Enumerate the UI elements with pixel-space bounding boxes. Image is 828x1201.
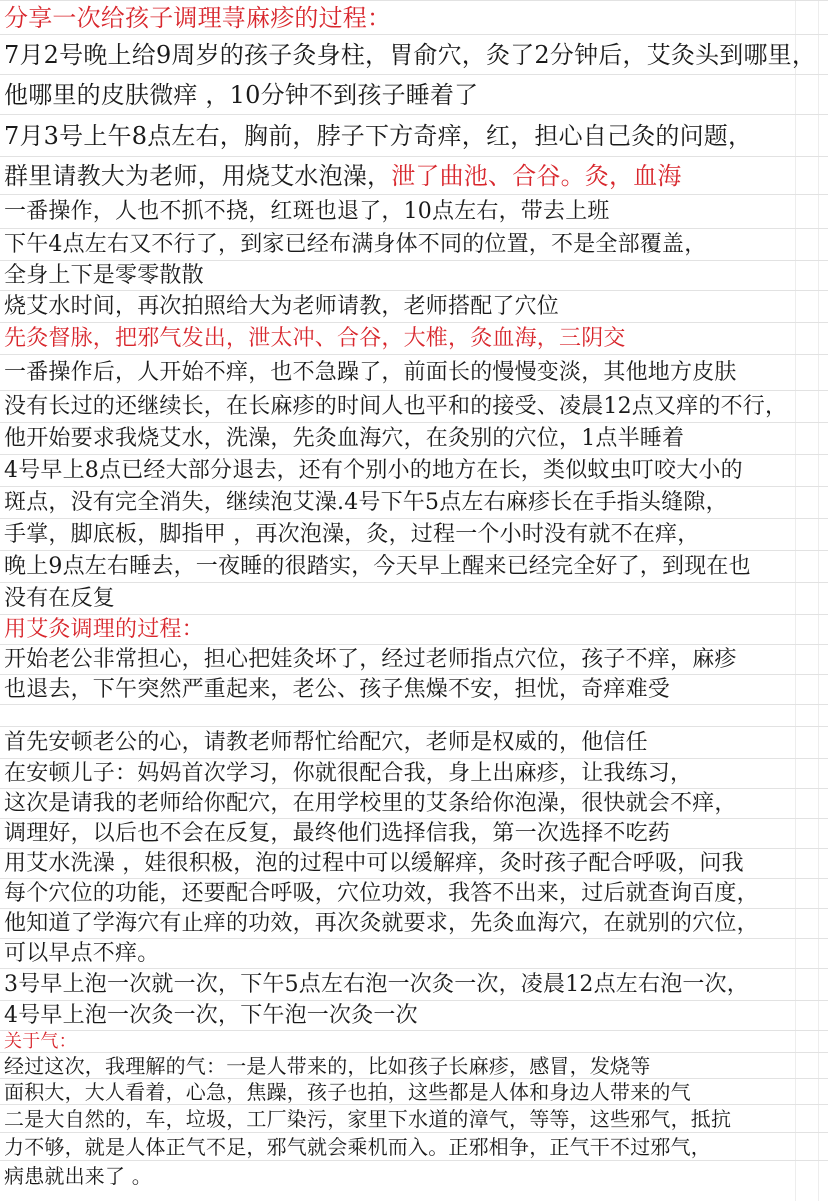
line-text: 手掌，脚底板，脚指甲 ，再次泡澡，灸，过程一个小时没有就不在痒，	[4, 522, 700, 547]
line-text: 也退去，下午突然严重起来，老公、孩子焦燥不安，担忧，奇痒难受	[4, 677, 671, 702]
line-text: 他知道了学海穴有止痒的功效，再次灸就要求，先灸血海穴，在就别的穴位，	[4, 911, 759, 936]
text-line	[0, 788, 828, 818]
line-text: 3号早上泡一次就一次，下午5点左右泡一次灸一次，凌晨12点左右泡一次，	[4, 972, 749, 997]
text-line	[0, 354, 828, 390]
line-text: 下午4点左右又不行了，到家已经布满身体不同的位置，不是全部覆盖，	[4, 232, 707, 257]
text-line	[0, 322, 828, 354]
line-text: 这次是请我的老师给你配穴，在用学校里的艾条给你泡澡，很快就会不痒，	[4, 791, 737, 816]
text-line	[0, 74, 828, 114]
text-line	[0, 1078, 828, 1104]
text-line	[0, 1000, 828, 1030]
text-line	[0, 550, 828, 582]
line-text: 7月3号上午8点左右，胸前，脖子下方奇痒，红，担心自己灸的问题，	[4, 122, 753, 150]
highlighted-text: 先灸督脉，把邪气发出，泄太冲、合谷，大椎，灸血海，三阴交	[4, 326, 626, 351]
text-line	[0, 260, 828, 290]
text-line	[0, 34, 828, 74]
highlighted-text: 关于气：	[4, 1031, 77, 1052]
text-line	[0, 486, 828, 518]
text-line	[0, 454, 828, 486]
text-line	[0, 1160, 828, 1190]
line-text: 在安顿儿子：妈妈首次学习，你就很配合我，身上出麻疹，让我练习，	[4, 761, 693, 786]
text-line	[0, 1052, 828, 1078]
text-line	[0, 1030, 828, 1052]
line-text: 经过这次，我理解的气：一是人带来的，比如孩子长麻疹，感冒，发烧等	[4, 1054, 651, 1078]
line-text: 面积大，大人看着，心急，焦躁，孩子也拍，这些都是人体和身边人带来的气	[4, 1080, 691, 1104]
text-line	[0, 704, 828, 726]
text-line	[0, 644, 828, 674]
text-line	[0, 614, 828, 644]
line-text: 调理好，以后也不会在反复，最终他们选择信我，第一次选择不吃药	[4, 821, 671, 846]
line-text: 力不够，就是人体正气不足，邪气就会乘机而入。正邪相争，正气干不过邪气，	[4, 1135, 711, 1159]
line-text: 一番操作后，人开始不痒，也不急躁了，前面长的慢慢变淡，其他地方皮肤	[4, 360, 737, 385]
highlighted-text: 分享一次给孩子调理荨麻疹的过程：	[4, 4, 392, 32]
line-text: 群里请教大为老师，用烧艾水泡澡，	[4, 162, 392, 190]
text-line	[0, 422, 828, 454]
highlighted-text: 泄了曲池、合谷。灸，血海	[391, 162, 682, 190]
text-line	[0, 878, 828, 908]
text-line	[0, 194, 828, 228]
line-text: 他哪里的皮肤微痒 ，10分钟不到孩子睡着了	[4, 81, 479, 109]
line-text: 晚上9点左右睡去，一夜睡的很踏实，今天早上醒来已经完全好了，到现在也	[4, 554, 751, 579]
line-text: 用艾水洗澡 ，娃很积极，泡的过程中可以缓解痒，灸时孩子配合呼吸，问我	[4, 851, 744, 876]
text-line	[0, 228, 828, 260]
text-line	[0, 156, 828, 194]
line-text: 全身上下是零零散散	[4, 263, 204, 288]
text-line	[0, 968, 828, 1000]
line-text: 病患就出来了 。	[4, 1164, 152, 1188]
text-line	[0, 726, 828, 758]
text-line	[0, 758, 828, 788]
line-text: 4号早上8点已经大部分退去，还有个别小的地方在长，类似蚊虫叮咬大小的	[4, 458, 743, 483]
line-text: 7月2号晚上给9周岁的孩子灸身柱，胃俞穴，灸了2分钟后，艾灸头到哪里，	[4, 41, 817, 69]
text-line	[0, 1104, 828, 1132]
line-text: 烧艾水时间，再次拍照给大为老师请教，老师搭配了穴位	[4, 294, 560, 319]
text-line	[0, 114, 828, 156]
line-text: 4号早上泡一次灸一次，下午泡一次灸一次	[4, 1003, 418, 1028]
text-line	[0, 0, 828, 34]
line-text: 没有长过的还继续长，在长麻疹的时间人也平和的接受、凌晨12点又痒的不行，	[4, 394, 788, 419]
line-text: 开始老公非常担心，担心把娃灸坏了，经过老师指点穴位，孩子不痒，麻疹	[4, 647, 737, 672]
line-text: 首先安顿老公的心，请教老师帮忙给配穴，老师是权威的，他信任	[4, 730, 648, 755]
text-line	[0, 390, 828, 422]
line-text: 一番操作，人也不抓不挠，红斑也退了，10点左右，带去上班	[4, 199, 610, 224]
text-line	[0, 582, 828, 614]
text-line	[0, 908, 828, 938]
text-line	[0, 1132, 828, 1160]
line-text: 二是大自然的，车，垃圾，工厂染污，家里下水道的漳气，等等，这些邪气，抵抗	[4, 1107, 732, 1131]
line-text: 他开始要求我烧艾水，洗澡，先灸血海穴，在灸别的穴位，1点半睡着	[4, 426, 685, 451]
text-line	[0, 674, 828, 704]
line-text: 可以早点不痒。	[4, 941, 160, 966]
text-line	[0, 818, 828, 848]
highlighted-text: 用艾灸调理的过程：	[4, 617, 204, 642]
text-line	[0, 848, 828, 878]
line-text: 每个穴位的功能，还要配合呼吸，穴位功效，我答不出来，过后就查询百度，	[4, 881, 759, 906]
line-text: 斑点，没有完全消失，继续泡艾澡.4号下午5点左右麻疹长在手指头缝隙，	[4, 490, 728, 515]
text-line	[0, 518, 828, 550]
text-line	[0, 290, 828, 322]
text-line	[0, 938, 828, 968]
line-text: 没有在反复	[4, 586, 116, 611]
